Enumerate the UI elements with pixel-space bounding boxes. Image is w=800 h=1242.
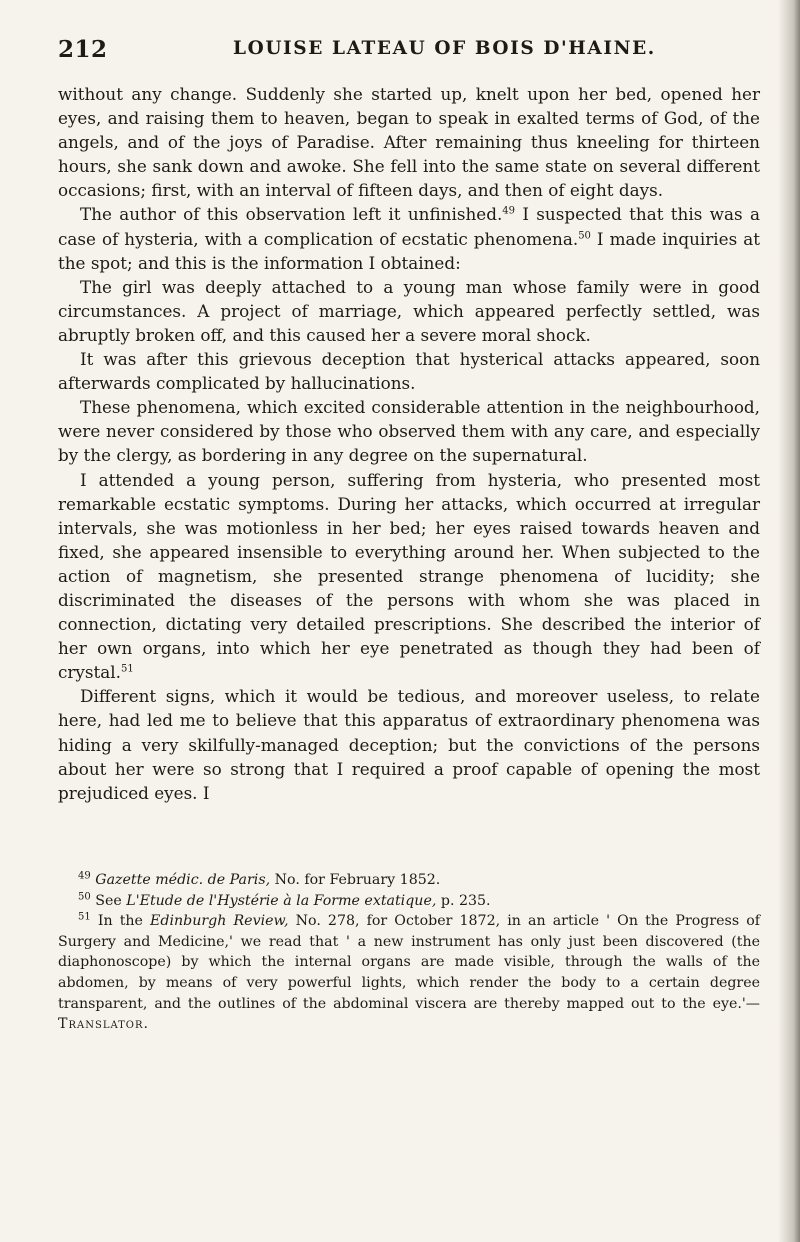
footnote-50 bbox=[58, 891, 760, 912]
footnote-49-title: Gazette médic. de Paris, bbox=[95, 872, 271, 888]
running-head bbox=[58, 36, 758, 66]
footnote-50-text: p. 235. bbox=[436, 892, 491, 909]
footnote-51-text: No. 278, for October 1872, in an article ' On the Progress of Surgery and Medicine,' we read that ' a new instrument has only just been discovered (the diaphonoscope) by which the internal organs are made visible, through the walls of the abdomen, by means of very powerful lights, which render the body to a certain degree transparent, and the outlines of the abdominal viscera are thereby mapped out to the eye.'— bbox=[58, 913, 760, 1012]
footnote-51-number: 51 bbox=[78, 911, 91, 923]
footnote-50-number: 50 bbox=[78, 890, 91, 902]
paragraph-2-text-c: I made inquiries at the spot; and this is the information I obtained: bbox=[58, 228, 760, 273]
running-title: LOUISE LATEAU OF BOIS D'HAINE. bbox=[233, 38, 656, 59]
paragraph-3: The girl was deeply attached to a young man whose family were in good circumstances. A project of marriage, which appeared perfectly settled, was abruptly broken off, and this caused her a severe moral shock. bbox=[58, 276, 760, 345]
footnote-49 bbox=[58, 870, 760, 891]
footnote-51-signature: Translator. bbox=[58, 1016, 150, 1033]
footnote-51 bbox=[58, 911, 760, 1035]
footnote-51-prefix: In the bbox=[97, 913, 151, 930]
paragraph-2-text-b: I suspected that this was a case of hysteria, with a complication of ecstatic phenomena. bbox=[58, 204, 760, 249]
footnote-49-text: No. for February 1852. bbox=[270, 872, 441, 888]
paragraph-5: These phenomena, which excited considerable attention in the neighbourhood, were never considered by those who observed them with any care, and especially by the clergy, as bordering in any degree on the supernatural. bbox=[58, 397, 760, 466]
paragraph-7: Different signs, which it would be tedious, and moreover useless, to relate here, had led me to believe that this apparatus of extraordinary phenomena was hiding a very skilfully-managed deception; but the convictions of the persons about her were so strong that I required a proof capable of opening the most prejudiced eyes. I bbox=[58, 686, 760, 803]
paragraph-6 bbox=[58, 468, 760, 685]
footnote-49-number: 49 bbox=[78, 870, 91, 882]
paragraph-2-text-a: The author of this observation left it unfinished. bbox=[80, 204, 503, 225]
body-text bbox=[58, 82, 760, 805]
page-number: 212 bbox=[58, 36, 108, 63]
page-edge-shadow bbox=[778, 0, 800, 1242]
footnote-51-title: Edinburgh Review, bbox=[150, 913, 289, 930]
footnote-ref-50: 50 bbox=[578, 229, 591, 241]
footnote-ref-51: 51 bbox=[120, 663, 134, 675]
footnote-50-prefix: See bbox=[95, 892, 127, 909]
paragraph-2 bbox=[58, 202, 760, 274]
footnote-ref-49: 49 bbox=[502, 205, 516, 217]
paragraph-6-text: I attended a young person, suffering from hysteria, who presented most remarkable ecstatic symptoms. During her attacks, which occurred at irregular intervals, she was motionless in her bed; her eyes raised towards heaven and fixed, she appeared insensible to everything around her. When subjected to the action of magnetism, she presented strange phenomena of lucidity; she discriminated the diseases of the persons with whom she was placed in connection, dictating very detailed prescriptions. She described the interior of her own organs, into which her eye penetrated as though they had been of crystal. bbox=[58, 469, 760, 683]
paragraph-1: without any change. Suddenly she started up, knelt upon her bed, opened her eyes, and raising them to heaven, began to speak in exalted terms of God, of the angels, and of the joys of Paradise. After remaining thus kneeling for thirteen hours, she sank down and awoke. She fell into the same state on several different occasions; first, with an interval of fifteen days, and then of eight days. bbox=[58, 84, 760, 201]
footnotes bbox=[58, 870, 760, 1035]
footnote-50-title: L'Etude de l'Hystérie à la Forme extatique, bbox=[126, 892, 437, 909]
paragraph-4: It was after this grievous deception that hysterical attacks appeared, soon afterwards complicated by hallucinations. bbox=[58, 349, 760, 394]
